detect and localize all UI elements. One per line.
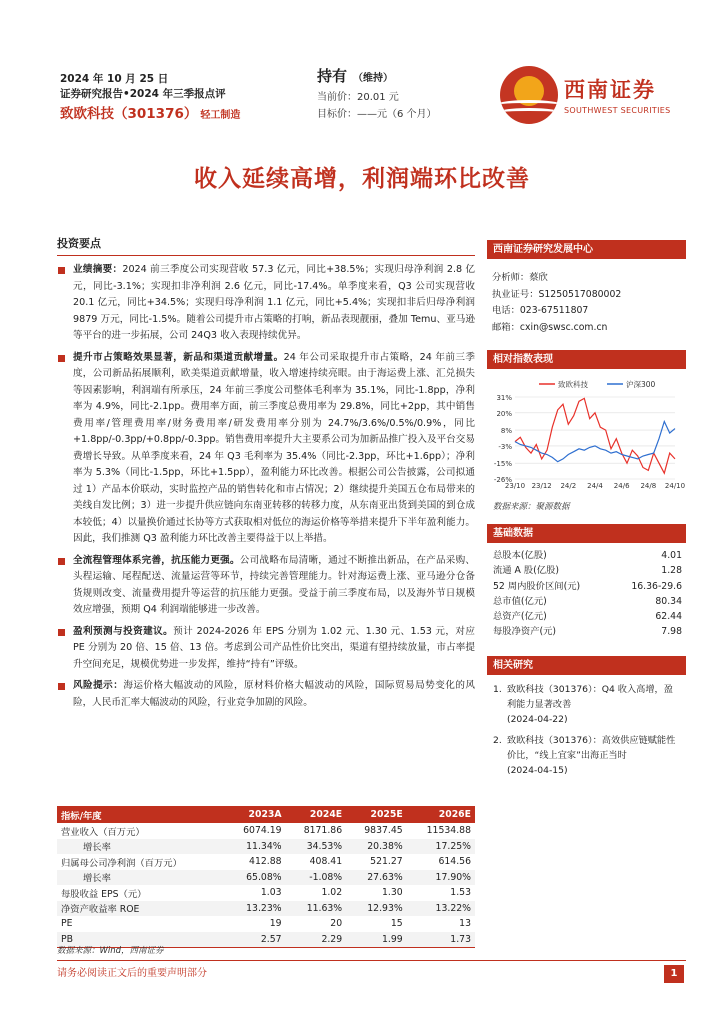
table-cell: 1.99 (346, 932, 407, 948)
footer-divider (57, 960, 686, 961)
table-cell: 614.56 (438, 856, 471, 868)
table-cell: 13.22% (407, 901, 475, 917)
rating-value: 持有 (317, 67, 348, 85)
related-item[interactable] (493, 733, 682, 778)
chart-x-tick-label: 24/2 (560, 482, 577, 490)
para-body: 公司战略布局清晰，通过不断推出新品，在产品采购、头程运输、尾程配送、流量运营等环节，持续完善管理能力。针对海运费上涨、亚马逊分仓备货规则改变、流量费用提升等运营的抗压能力更强。受益于前三季度布局，以及海外节日规模效应增强，预期 Q4 利润端能够进一步改善。 (73, 554, 476, 615)
list-item (493, 579, 682, 594)
relative-index-chart (487, 375, 686, 496)
industry-name: 轻工制造 (200, 110, 241, 121)
table-cell: 2.57 (225, 932, 286, 948)
chart-series-group (515, 398, 675, 473)
financial-forecast-table (57, 806, 475, 948)
legend-label: 沪深300 (626, 380, 656, 389)
current-price: 当前价：20.01 元 (317, 92, 399, 103)
para-heading: 风险提示： (73, 680, 124, 691)
rating-note: （维持） (353, 73, 394, 84)
row-label: PB (57, 932, 225, 948)
table-cell: 65.08% (225, 870, 286, 886)
table-row (57, 839, 475, 855)
analyst-license: 执业证号：S1250517080002 (492, 288, 622, 300)
related-date: (2024-04-15) (507, 764, 568, 776)
list-item (493, 563, 682, 578)
table-cell: 20.38% (346, 839, 407, 855)
kv-label: 流通 A 股(亿股) (493, 565, 560, 577)
kv-value: 1.28 (661, 565, 682, 577)
table-cell: 15 (390, 918, 403, 930)
table-cell: 9837.45 (364, 825, 403, 837)
table-cell: 1.53 (450, 887, 471, 899)
basic-data-list (487, 543, 686, 640)
row-label: 归属母公司净利润（百万元） (61, 857, 182, 869)
table-row (57, 901, 475, 917)
related-line: 致欧科技（301376）：Q4 收入高增，盈 (507, 683, 673, 695)
related-num: 2. (493, 734, 502, 746)
row-label: 增长率 (57, 839, 225, 855)
table-cell: 11534.88 (426, 825, 471, 837)
target-price: 目标价：——元（6 个月） (317, 109, 437, 120)
report-header (60, 72, 240, 125)
table-cell: 6074.19 (243, 825, 282, 837)
chart-legend (539, 379, 656, 389)
series-line-company (515, 398, 675, 473)
kv-label: 总市值(亿元) (493, 595, 547, 607)
table-cell: 17.90% (407, 870, 475, 886)
para-heading: 全流程管理体系完善，抗压能力更强。 (73, 554, 240, 566)
table-header-cell: 2024E (286, 806, 347, 823)
related-research-list (487, 675, 686, 778)
table-source: 数据来源：Wind，西南证券 (57, 946, 164, 956)
chart-y-tick-label: 8% (500, 427, 512, 436)
related-item[interactable] (493, 682, 682, 727)
list-item (493, 548, 682, 563)
table-cell: 408.41 (309, 856, 343, 868)
table-header-cell: 指标/年度 (57, 806, 225, 823)
table-header-cell: 2025E (346, 806, 407, 823)
related-line: 致欧科技（301376）：高效供应链赋能性 (507, 734, 676, 746)
table-row (57, 885, 475, 901)
sidebar (487, 240, 686, 784)
page-number: 1 (664, 965, 684, 983)
row-label: 增长率 (57, 870, 225, 886)
kv-value: 16.36-29.6 (631, 580, 682, 592)
kv-label: 每股净资产(元) (493, 626, 557, 638)
company-name: 致欧科技（301376） (60, 106, 198, 122)
table-cell: 27.63% (346, 870, 407, 886)
table-cell: 1.30 (382, 887, 403, 899)
analyst-info (487, 270, 686, 336)
kv-value: 4.01 (661, 550, 682, 561)
rating (317, 66, 437, 89)
kv-label: 总资产(亿元) (493, 611, 547, 623)
rating-block (317, 66, 437, 123)
logo-emblem-icon (500, 66, 558, 124)
section-title: 投资要点 (57, 235, 475, 256)
chart-y-ticks (494, 394, 512, 484)
table-cell: 8171.86 (303, 825, 343, 837)
kv-label: 52 周内股价区间(元) (493, 580, 581, 592)
table-cell: 412.88 (249, 856, 282, 868)
footer-disclaimer: 请务必阅读正文后的重要声明部分 (57, 968, 207, 979)
management-system (57, 553, 475, 619)
row-label: PE (61, 918, 73, 930)
table-cell: 12.93% (346, 901, 407, 917)
chart-y-tick-label: -15% (493, 460, 512, 469)
table-header-cell: 2023A (225, 806, 286, 823)
row-label: 每股收益 EPS（元） (61, 888, 147, 900)
research-center-bar: 西南证券研究发展中心 (487, 240, 686, 259)
related-num: 1. (493, 683, 502, 695)
table-cell: 11.63% (286, 901, 347, 917)
market-share-strategy (57, 350, 475, 548)
chart-y-tick-label: 31% (496, 394, 512, 402)
chart-x-tick-label: 24/8 (640, 482, 657, 490)
table-cell: 11.34% (225, 839, 286, 855)
table-cell: 17.25% (407, 839, 475, 855)
legend-label: 致欧科技 (558, 380, 588, 389)
table-cell: 13.23% (225, 901, 286, 917)
relative-index-svg (487, 375, 686, 493)
chart-y-tick-label: 20% (496, 409, 512, 418)
para-heading: 盈利预测与投资建议。 (73, 625, 174, 637)
report-type: 证券研究报告•2024 年三季报点评 (60, 88, 226, 100)
chart-x-tick-label: 24/4 (587, 482, 603, 490)
table-cell: 1.03 (260, 887, 282, 899)
table-cell: -1.08% (286, 870, 347, 886)
investment-highlights (57, 235, 475, 711)
para-body: 2024 前三季度公司实现营收 57.3 亿元，同比+38.5%；实现归母净利润 2.8 亿元，同比-3.1%；实现扣非净利润 2.6 亿元，同比-17.4%。单季度来看，Q3 公司实现营收 20.1 亿元，同比+34.5%；实现归母净利润 1.1 亿元，同比+5.4%；实现扣非后归母净利润 9879 万元，同比-1.5%。随着公司提升市占策略的打响，新品表现靓丽，叠加 Temu、亚马逊等平台的进一步拓展，公司 24Q3 收入表现持续优异。 (73, 264, 476, 341)
table-cell: 20 (330, 918, 343, 930)
chart-x-tick-label: 24/6 (613, 482, 630, 490)
table-cell: 1.73 (407, 932, 475, 948)
analyst-email[interactable]: 邮箱：cxin@swsc.com.cn (492, 321, 608, 333)
basic-data-bar: 基础数据 (487, 524, 686, 543)
table-cell: 34.53% (286, 839, 347, 855)
related-line: 利能力显著改善 (507, 698, 572, 710)
related-date: (2024-04-22) (507, 713, 568, 725)
chart-y-tick-label: -26% (493, 476, 512, 484)
analyst-phone: 电话：023-67511807 (492, 305, 589, 316)
chart-x-tick-label: 23/10 (504, 482, 526, 490)
forecast-recommendation (57, 624, 475, 674)
logo-name-en: SOUTHWEST SECURITIES (564, 106, 671, 115)
risk-warning (57, 678, 475, 711)
kv-value: 80.34 (655, 595, 682, 607)
table-header-row (57, 806, 475, 823)
table-row (57, 870, 475, 886)
chart-x-tick-label: 23/12 (531, 482, 552, 490)
chart-source: 数据来源：聚源数据 (493, 502, 570, 512)
company-logo (500, 66, 680, 124)
logo-name-cn: 西南证券 (564, 78, 656, 102)
report-date: 2024 年 10 月 25 日 (60, 73, 169, 85)
table-cell: 1.02 (321, 887, 343, 899)
report-headline: 收入延续高增，利润端环比改善 (194, 166, 530, 192)
para-body: 海运价格大幅波动的风险，原材料价格大幅波动的风险，国际贸易局势变化的风险，人民币汇率大幅波动的风险，行业竞争加剧的风险。 (73, 680, 476, 708)
list-item (493, 594, 682, 609)
table-cell: 521.27 (370, 856, 403, 868)
table-row (57, 823, 475, 839)
table-row (57, 854, 475, 870)
performance-summary (57, 262, 475, 345)
table-row (57, 916, 475, 932)
para-body: 24 年公司采取提升市占策略，24 年前三季度，公司新品拓展顺利，欧美渠道贡献增量，收入增速持续亮眼。由于海运费上涨、汇兑损失等因素影响，利润端有所承压，24 年前三季度公司整体毛利率为 35.1%，同比-1.8pp，净利率为 4.9%，同比-2.1pp。费用率方面，前三季度总费用率为 29.8%，同比+2pp，其中销售费用率/管理费用率/财务费用率/研发费用率分别为 24.7%/3.6%/0.5%/0.9%，同比+1.8pp/-0.3pp/+0.8pp/-0.3pp。销售费用率提升大主要系公司为加新品推广投入及平台交易费增长导致。从单季度来看，24 年 Q3 毛利率为 35.4%（同比-2.3pp，环比+1.6pp）；净利率为 5.3%（同比-1.5pp，环比+1.5pp），盈利能力环比改善。根据公司公告披露，公司拟通过 1）产品本价联动，实时监控产品的销售转化和市占情况；2）继续提升美国五仓布局带来的美线自发比例；3）进一步提升供应链向东南亚转移的转移力度，从东南亚出货到美国的到仓成本较低；4）以量换价通过长协等方式获取相对低位的海运价格等举措来提升下半年盈利能力。因此，我们推测 Q3 盈利能力环比改善主要得益于以上举措。 (73, 351, 476, 544)
para-heading: 提升市占策略效果显著，新品和渠道贡献增量。 (73, 351, 284, 363)
kv-label: 总股本(亿股) (493, 550, 547, 561)
chart-gridlines (515, 397, 675, 479)
table-cell: 19 (269, 918, 282, 930)
related-research-bar: 相关研究 (487, 656, 686, 675)
analyst-name: 分析师：蔡欣 (492, 272, 548, 283)
table-cell: 2.29 (286, 932, 347, 948)
company-line (60, 105, 240, 125)
kv-value: 7.98 (661, 626, 682, 638)
table-header-cell: 2026E (407, 806, 475, 823)
row-label: 净资产收益率 ROE (57, 901, 225, 917)
chart-title-bar: 相对指数表现 (487, 350, 686, 369)
list-item (493, 624, 682, 639)
related-line: 价比，“线上宜家”出海正当时 (507, 749, 627, 761)
para-heading: 业绩摘要： (73, 264, 123, 275)
table-cell: 13 (459, 918, 471, 930)
chart-x-tick-label: 24/10 (664, 482, 686, 490)
list-item (493, 609, 682, 624)
kv-value: 62.44 (655, 611, 682, 623)
chart-x-ticks (505, 482, 685, 490)
series-line-index (515, 422, 675, 462)
para-body: 预计 2024-2026 年 EPS 分别为 1.02 元、1.30 元、1.53 元，对应 PE 分别为 20 倍、15 倍、13 倍。考虑到公司产品性价比突出，渠道有望持续放量，市占率提升空间充足，规模优势进一步发挥，维持“持有”评级。 (73, 625, 476, 670)
row-label: 营业收入（百万元） (61, 826, 145, 838)
chart-y-tick-label: -3% (498, 442, 512, 451)
